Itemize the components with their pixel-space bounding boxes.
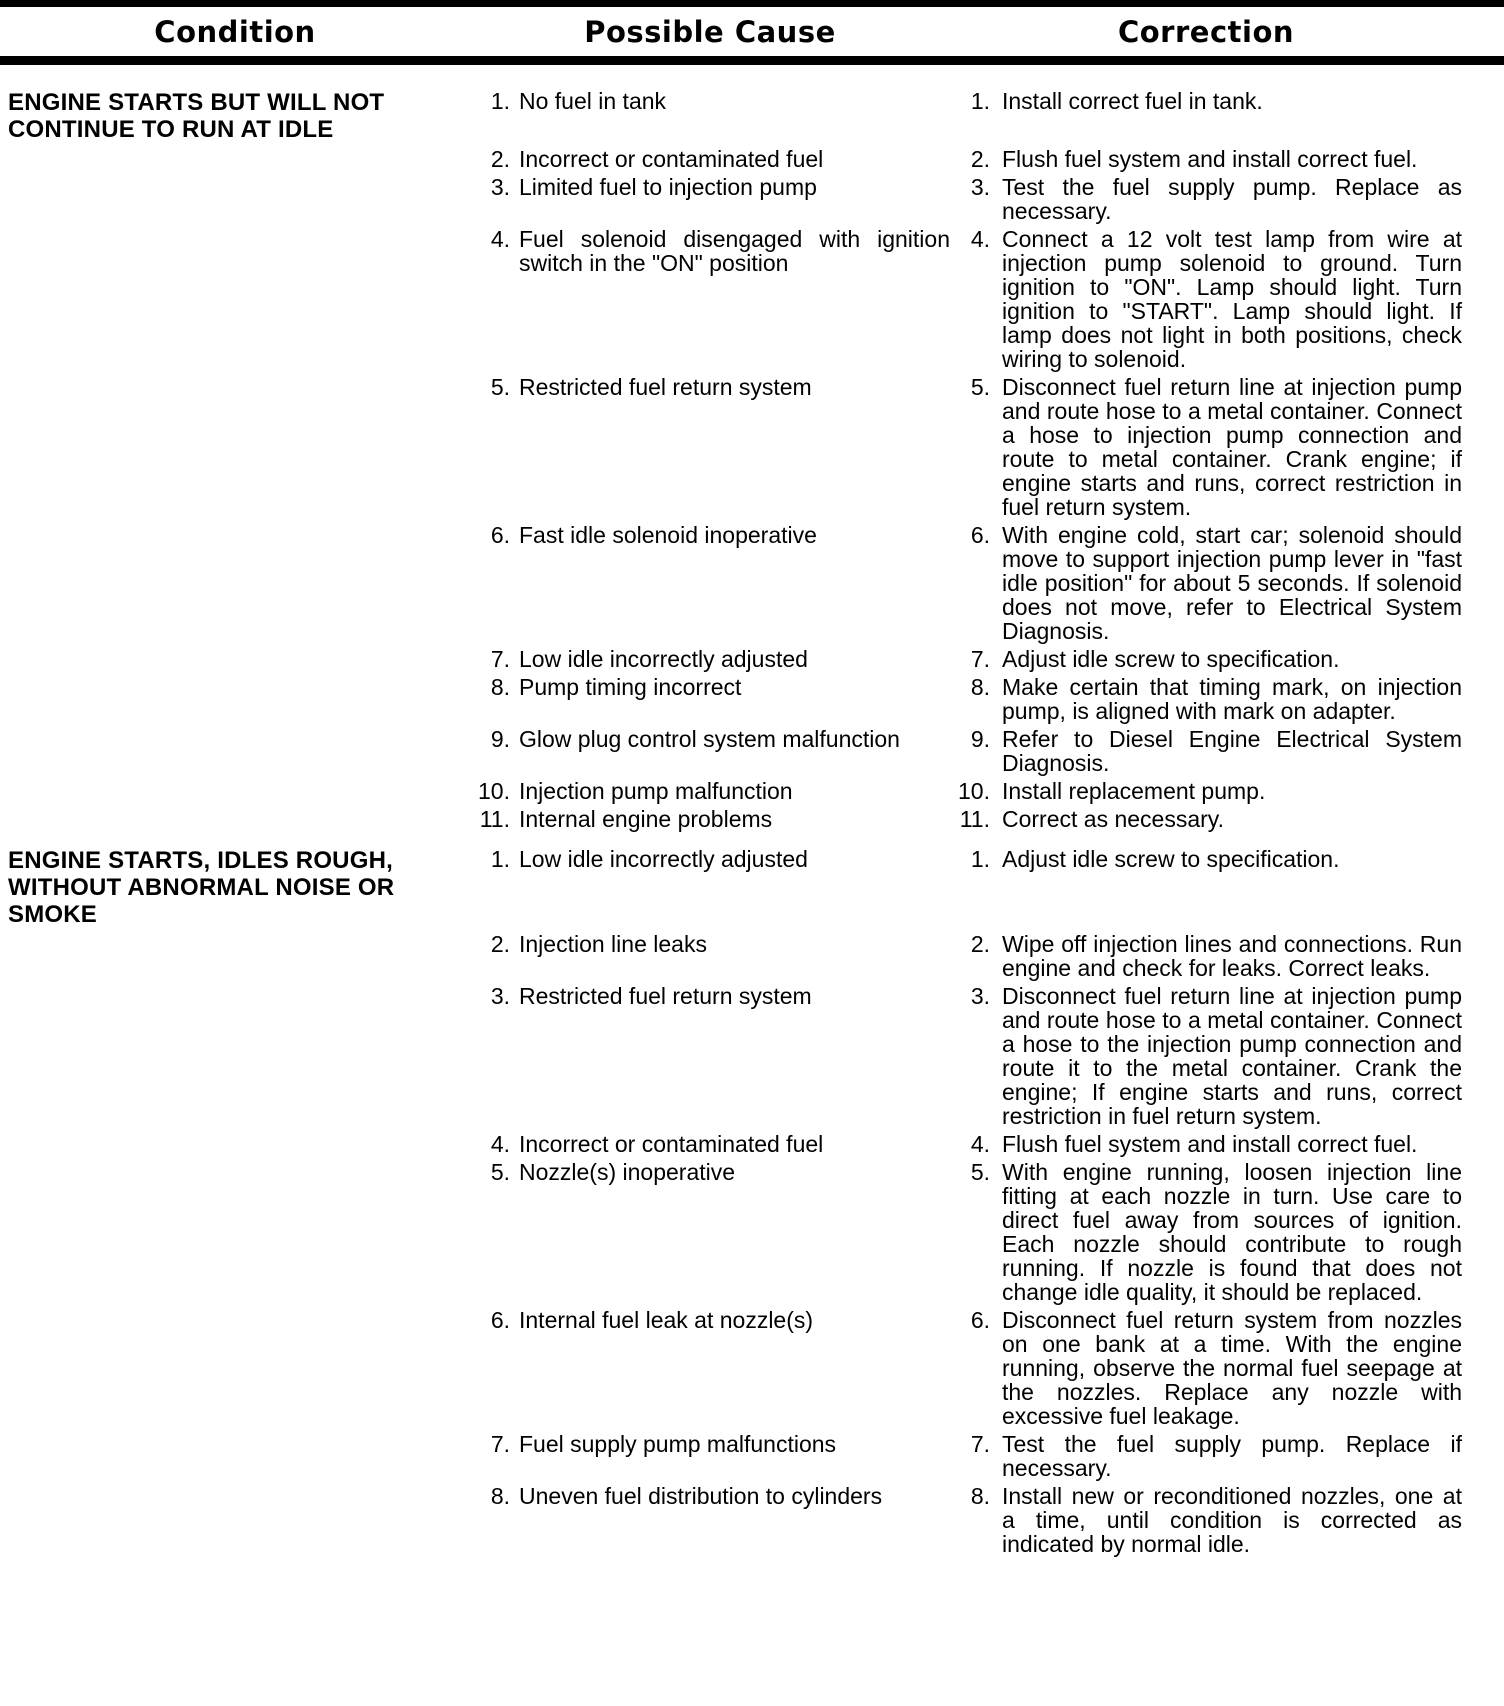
cause-cell: [470, 375, 950, 519]
correction-number: 1.: [970, 846, 990, 872]
cause-cell: [470, 523, 950, 643]
cause-cell: [470, 647, 950, 671]
correction-text: Make certain that timing mark, on injection pump, is aligned with mark on adapter.: [1002, 674, 1462, 724]
cause-number: 9.: [490, 726, 510, 752]
cause-cell: [470, 1484, 950, 1556]
cause-text: Nozzle(s) inoperative: [519, 1159, 736, 1185]
condition-text: ENGINE STARTS BUT WILL NOT CONTINUE TO RUN AT IDLE: [8, 89, 385, 143]
cause-number: 4.: [490, 226, 510, 252]
cause-number: 7.: [490, 646, 510, 672]
correction-cell: [950, 375, 1462, 519]
table-section: [0, 847, 1504, 1556]
cause-cell: [470, 227, 950, 371]
correction-cell: [950, 647, 1462, 671]
correction-number: 4.: [970, 1131, 990, 1157]
column-header-condition: Condition: [154, 14, 316, 49]
cause-cell: [470, 1160, 950, 1304]
cause-cell: [470, 147, 950, 171]
header-rule: [0, 56, 1504, 65]
table-header-row: [0, 7, 1504, 56]
correction-cell: [950, 227, 1462, 371]
correction-text: Install correct fuel in tank.: [1002, 88, 1263, 114]
cause-text: Low idle incorrectly adjusted: [519, 846, 808, 872]
correction-text: Wipe off injection lines and connections. Run engine and check for leaks. Correct leaks.: [1002, 931, 1462, 981]
correction-cell: [950, 1132, 1462, 1156]
cause-text: Internal fuel leak at nozzle(s): [519, 1307, 814, 1333]
cause-number: 2.: [490, 931, 510, 957]
correction-cell: [950, 779, 1462, 803]
correction-text: Flush fuel system and install correct fuel.: [1002, 146, 1418, 172]
cause-cell: [470, 175, 950, 223]
correction-number: 10.: [958, 778, 990, 804]
cause-text: Fuel solenoid disengaged with ignition switch in the "ON" position: [519, 226, 950, 276]
correction-text: Disconnect fuel return line at injection pump and route hose to a metal container. Connect a hose to injection pump connection and route to metal container. Crank engine; if engine starts and runs, correct restriction in fuel return system.: [1002, 374, 1462, 520]
correction-number: 7.: [970, 1431, 990, 1457]
top-rule: [0, 0, 1504, 7]
correction-text: Install new or reconditioned nozzles, one at a time, until condition is corrected as indicated by normal idle.: [1002, 1483, 1462, 1557]
cause-number: 3.: [490, 983, 510, 1009]
correction-number: 8.: [970, 674, 990, 700]
correction-text: Flush fuel system and install correct fuel.: [1002, 1131, 1418, 1157]
cause-text: Limited fuel to injection pump: [519, 174, 817, 200]
correction-cell: [950, 1308, 1462, 1428]
correction-cell: [950, 89, 1462, 143]
cause-number: 1.: [490, 846, 510, 872]
cause-cell: [470, 779, 950, 803]
correction-number: 11.: [959, 806, 990, 832]
correction-text: Disconnect fuel return system from nozzles on one bank at a time. With the engine running, observe the normal fuel seepage at the nozzles. Replace any nozzle with excessive fuel leakage.: [1002, 1307, 1462, 1429]
correction-number: 6.: [970, 522, 990, 548]
correction-number: 2.: [970, 931, 990, 957]
cause-text: Fuel supply pump malfunctions: [519, 1431, 837, 1457]
correction-text: Refer to Diesel Engine Electrical System Diagnosis.: [1002, 726, 1462, 776]
column-header-correction: Correction: [1117, 14, 1295, 49]
correction-cell: [950, 847, 1462, 928]
cause-text: Glow plug control system malfunction: [519, 726, 900, 752]
correction-cell: [950, 523, 1462, 643]
cause-text: Injection line leaks: [519, 931, 707, 957]
column-header-possible-cause: Possible Cause: [584, 14, 836, 49]
cause-text: Low idle incorrectly adjusted: [519, 646, 808, 672]
correction-text: Install replacement pump.: [1002, 778, 1266, 804]
correction-number: 2.: [970, 146, 990, 172]
correction-number: 5.: [970, 374, 990, 400]
cause-text: No fuel in tank: [519, 88, 667, 114]
correction-text: Adjust idle screw to specification.: [1002, 846, 1340, 872]
cause-number: 8.: [490, 1483, 510, 1509]
cause-text: Restricted fuel return system: [519, 983, 812, 1009]
cause-number: 5.: [490, 1159, 510, 1185]
cause-cell: [470, 984, 950, 1128]
correction-number: 3.: [970, 174, 990, 200]
cause-number: 6.: [490, 522, 510, 548]
cause-number: 8.: [490, 674, 510, 700]
correction-cell: [950, 932, 1462, 980]
correction-text: With engine cold, start car; solenoid should move to support injection pump lever in "fast idle position" for about 5 seconds. If solenoid does not move, refer to Electrical System Diagnosis.: [1002, 522, 1462, 644]
cause-number: 5.: [490, 374, 510, 400]
correction-cell: [950, 175, 1462, 223]
cause-cell: [470, 1432, 950, 1480]
cause-text: Internal engine problems: [519, 806, 773, 832]
cause-cell: [470, 89, 950, 143]
cause-text: Fast idle solenoid inoperative: [519, 522, 817, 548]
correction-cell: [950, 675, 1462, 723]
cause-number: 3.: [490, 174, 510, 200]
cause-text: Incorrect or contaminated fuel: [519, 1131, 824, 1157]
cause-cell: [470, 847, 950, 928]
correction-number: 8.: [970, 1483, 990, 1509]
correction-number: 1.: [970, 88, 990, 114]
cause-cell: [470, 1308, 950, 1428]
correction-cell: [950, 727, 1462, 775]
cause-number: 10.: [478, 778, 510, 804]
correction-number: 4.: [970, 226, 990, 252]
correction-text: Adjust idle screw to specification.: [1002, 646, 1340, 672]
correction-number: 5.: [970, 1159, 990, 1185]
cause-text: Pump timing incorrect: [519, 674, 742, 700]
cause-cell: [470, 807, 950, 831]
table-body: [0, 65, 1504, 1556]
cause-number: 2.: [490, 146, 510, 172]
cause-number: 11.: [479, 806, 510, 832]
cause-cell: [470, 675, 950, 723]
correction-text: Correct as necessary.: [1002, 806, 1224, 832]
cause-text: Uneven fuel distribution to cylinders: [519, 1483, 883, 1509]
cause-number: 6.: [490, 1307, 510, 1333]
condition-text: ENGINE STARTS, IDLES ROUGH, WITHOUT ABNORMAL NOISE OR SMOKE: [8, 847, 395, 928]
cause-cell: [470, 1132, 950, 1156]
cause-number: 1.: [490, 88, 510, 114]
correction-cell: [950, 1160, 1462, 1304]
correction-text: With engine running, loosen injection line fitting at each nozzle in turn. Use care to direct fuel away from sources of ignition. Each nozzle should contribute to rough running. If nozzle is found that does not change idle quality, it should be replaced.: [1002, 1159, 1462, 1305]
cause-number: 4.: [490, 1131, 510, 1157]
correction-text: Disconnect fuel return line at injection pump and route hose to a metal container. Connect a hose to the injection pump connection and route it to the metal container. Crank the engine; If engine starts and runs, correct restriction in fuel return system.: [1002, 983, 1462, 1129]
correction-text: Connect a 12 volt test lamp from wire at injection pump solenoid to ground. Turn ignition to "ON". Lamp should light. Turn ignition to "START". Lamp should light. If lamp does not light in both positions, check wiring to solenoid.: [1002, 226, 1462, 372]
correction-cell: [950, 807, 1462, 831]
cause-cell: [470, 932, 950, 980]
correction-number: 3.: [970, 983, 990, 1009]
correction-number: 9.: [970, 726, 990, 752]
correction-cell: [950, 1432, 1462, 1480]
correction-number: 6.: [970, 1307, 990, 1333]
correction-cell: [950, 1484, 1462, 1556]
correction-text: Test the fuel supply pump. Replace as necessary.: [1002, 174, 1462, 224]
cause-text: Incorrect or contaminated fuel: [519, 146, 824, 172]
correction-cell: [950, 147, 1462, 171]
correction-text: Test the fuel supply pump. Replace if necessary.: [1002, 1431, 1462, 1481]
cause-text: Restricted fuel return system: [519, 374, 812, 400]
table-section: [0, 89, 1504, 831]
correction-number: 7.: [970, 646, 990, 672]
correction-cell: [950, 984, 1462, 1128]
cause-number: 7.: [490, 1431, 510, 1457]
cause-cell: [470, 727, 950, 775]
cause-text: Injection pump malfunction: [519, 778, 793, 804]
